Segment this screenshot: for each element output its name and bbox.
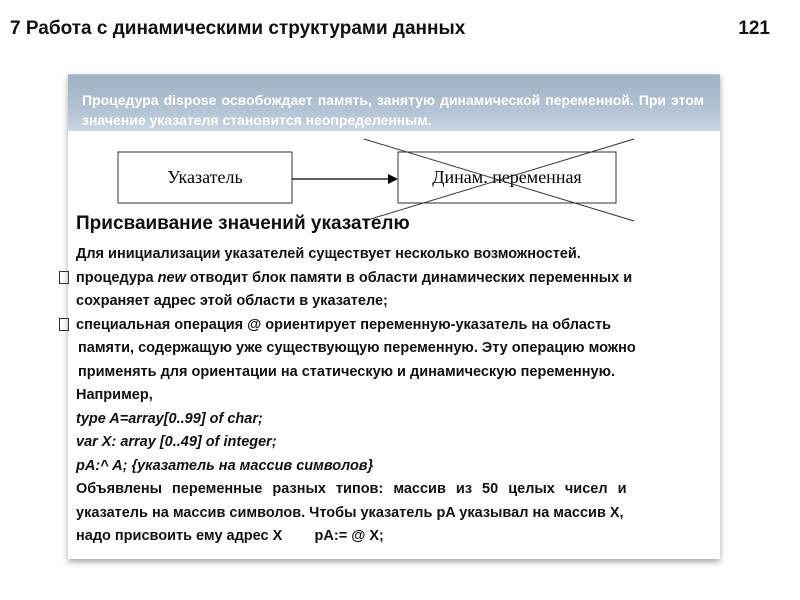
page-header: [10, 18, 770, 48]
text-line: указатель на массив символов. Чтобы указатель pA указывал на массив X,: [76, 504, 624, 521]
text-line: применять для ориентации на статическую и динамическую переменную.: [78, 363, 616, 380]
keyword-new: new: [157, 269, 186, 286]
bullet-box-icon: [59, 318, 69, 331]
text-line: Например,: [76, 387, 153, 403]
text-line: сохраняет адрес этой области в указателе;: [76, 293, 388, 309]
dynamic-variable-label: Динам. переменная: [432, 167, 582, 187]
bullet-item: [76, 314, 716, 338]
text-line: Для инициализации указателей существует несколько возможностей.: [76, 246, 581, 262]
body-text: [76, 243, 716, 549]
chapter-title: 7 Работа с динамическими структурами данных: [10, 18, 466, 39]
code-line: type A=array[0..99] of char;: [76, 410, 263, 427]
text-fragment: процедура: [76, 269, 158, 286]
bullet-box-icon: [59, 271, 69, 284]
arrow-head: [388, 174, 398, 184]
text-line: памяти, содержащую уже существующую переменную. Эту операцию можно: [78, 340, 636, 356]
slide-frame: [68, 74, 720, 559]
section-heading: Присваивание значений указателю: [76, 213, 410, 234]
pointer-diagram: [68, 75, 720, 235]
page-number: 121: [738, 18, 770, 39]
text-line: надо присвоить ему адрес X pA:= @ X;: [76, 528, 384, 544]
text-fragment: специальная операция @ ориентирует переменную-указатель на область: [76, 316, 612, 333]
intro-paragraph: Процедура dispose освобождает память, занятую динамической переменной. При этом значение указателя становится неопределенным.: [82, 92, 704, 128]
text-line: Объявлены переменные разных типов: массив из 50 целых чисел и: [76, 481, 627, 497]
pointer-box-label: Указатель: [167, 167, 243, 187]
bullet-item: [76, 267, 716, 291]
text-fragment: отводит блок памяти в области динамических переменных и: [185, 269, 633, 286]
code-line: var X: array [0..49] of integer;: [76, 434, 277, 450]
code-line: pA:^ A; {указатель на массив символов}: [76, 457, 374, 474]
